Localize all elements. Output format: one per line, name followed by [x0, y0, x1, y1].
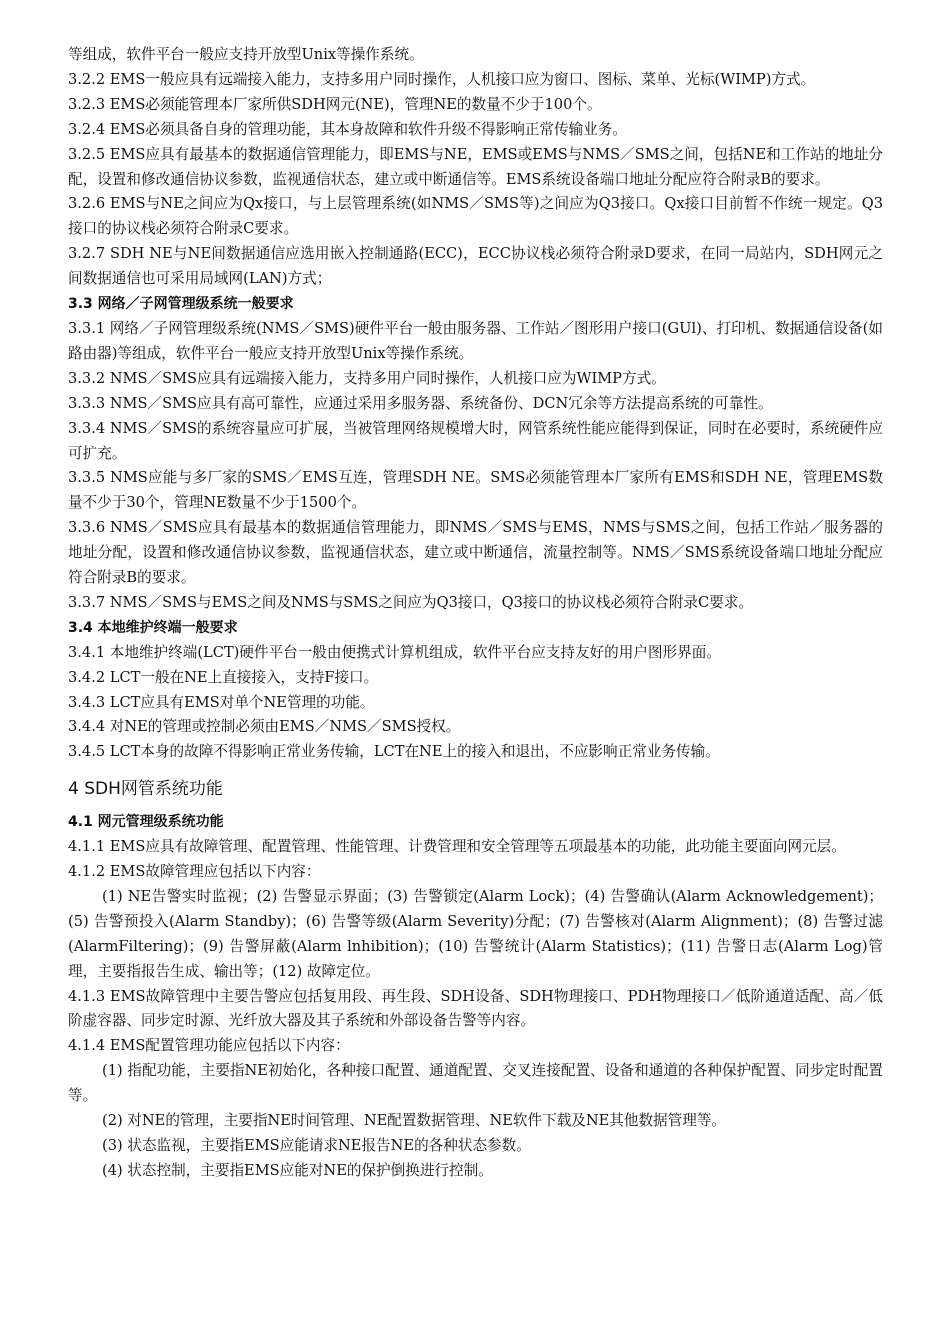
document-page — [68, 43, 883, 1184]
config-item-2: (2) 对NE的管理，主要指NE时间管理、NE配置数据管理、NE软件下载及NE其他数据管理等。 — [102, 1112, 727, 1130]
clause-4-1-1: 4.1.1 EMS应具有故障管理、配置管理、性能管理、计费管理和安全管理等五项最基本的功能，此功能主要面向网元层。 — [68, 838, 846, 856]
clause-4-1-3: 4.1.3 EMS故障管理中主要告警应包括复用段、再生段、SDH设备、SDH物理接口、PDH物理接口／低阶通道适配、高／低阶虚容器、同步定时源、光纤放大器及其子系统和外部设备告警等内容。 — [68, 987, 883, 1030]
paragraph: 等组成，软件平台一般应支持开放型Unix等操作系统。 — [68, 46, 424, 63]
chapter-heading-4: 4 SDH网管系统功能 — [68, 779, 223, 800]
clause-3-2-2: 3.2.2 EMS一般应具有远端接入能力，支持多用户同时操作，人机接口应为窗口、图标、菜单、光标(WIMP)方式。 — [68, 70, 816, 88]
clause-3-2-4: 3.2.4 EMS必须具备自身的管理功能，其本身故障和软件升级不得影响正常传输业务。 — [68, 120, 627, 138]
clause-3-2-3: 3.2.3 EMS必须能管理本厂家所供SDH网元(NE)，管理NE的数量不少于100个。 — [68, 95, 602, 113]
section-heading-4-1: 4.1 网元管理级系统功能 — [68, 814, 224, 831]
clause-3-3-1: 3.3.1 网络／子网管理级系统(NMS／SMS)硬件平台一般由服务器、工作站／图形用户接口(GUl)、打印机、数据通信设备(如路由器)等组成，软件平台一般应支持开放型Unix等操作系统。 — [68, 319, 883, 362]
clause-3-4-3: 3.4.3 LCT应具有EMS对单个NE管理的功能。 — [68, 693, 375, 711]
clause-3-3-3: 3.3.3 NMS／SMS应具有高可靠性，应通过采用多服务器、系统备份、DCN冗余等方法提高系统的可靠性。 — [68, 394, 773, 412]
clause-3-3-6: 3.3.6 NMS／SMS应具有最基本的数据通信管理能力，即NMS／SMS与EMS，NMS与SMS之间，包括工作站／服务器的地址分配，设置和修改通信协议参数，监视通信状态，建立或中断通信，流量控制等。NMS／SMS系统设备端口地址分配应符合附录B的要求。 — [68, 519, 883, 587]
clause-3-4-2: 3.4.2 LCT一般在NE上直接接入，支持F接口。 — [68, 668, 379, 686]
clause-3-3-2: 3.3.2 NMS／SMS应具有远端接入能力，支持多用户同时操作，人机接口应为WIMP方式。 — [68, 369, 666, 387]
clause-3-3-4: 3.3.4 NMS／SMS的系统容量应可扩展，当被管理网络规模增大时，网管系统性能应能得到保证，同时在必要时，系统硬件应可扩充。 — [68, 419, 883, 462]
clause-3-2-5: 3.2.5 EMS应具有最基本的数据通信管理能力，即EMS与NE，EMS或EMS与NMS／SMS之间，包括NE和工作站的地址分配，设置和修改通信协议参数，监视通信状态，建立或中断通信等。EMS系统设备端口地址分配应符合附录B的要求。 — [68, 145, 883, 188]
clause-3-3-7: 3.3.7 NMS／SMS与EMS之间及NMS与SMS之间应为Q3接口，Q3接口的协议栈必须符合附录C要求。 — [68, 593, 753, 611]
fault-management-list: (1) NE告警实时监视；(2) 告警显示界面；(3) 告警锁定(Alarm Lock)；(4) 告警确认(Alarm Acknowledgement)；(5) 告警预投入(Alarm Standby)；(6) 告警等级(Alarm Severity)分配；(7) 告警核对(Alarm Alignment)；(8) 告警过滤(AlarmFiltering)；(9) 告警屏蔽(Alarm lnhibition)；(10) 告警统计(Alarm Statistics)；(11) 告警日志(Alarm Log)管理，主要指报告生成、输出等；(12) 故障定位。 — [68, 887, 883, 980]
clause-3-4-4: 3.4.4 对NE的管理或控制必须由EMS／NMS／SMS授权。 — [68, 718, 461, 736]
config-item-1: (1) 指配功能，主要指NE初始化，各种接口配置、通道配置、交叉连接配置、设备和通道的各种保护配置、同步定时配置等。 — [68, 1062, 883, 1105]
clause-3-2-7: 3.2.7 SDH NE与NE间数据通信应选用嵌入控制通路(ECC)，ECC协议栈必须符合附录D要求，在同一局站内，SDH网元之间数据通信也可采用局域网(LAN)方式； — [68, 245, 883, 288]
config-item-4: (4) 状态控制，主要指EMS应能对NE的保护倒换进行控制。 — [102, 1161, 493, 1179]
clause-3-3-5: 3.3.5 NMS应能与多厂家的SMS／EMS互连，管理SDH NE。SMS必须能管理本厂家所有EMS和SDH NE，管理EMS数量不少于30个，管理NE数量不少于1500个。 — [68, 469, 883, 512]
clause-3-2-6: 3.2.6 EMS与NE之间应为Qx接口，与上层管理系统(如NMS／SMS等)之间应为Q3接口。Qx接口目前暂不作统一规定。Q3接口的协议栈必须符合附录C要求。 — [68, 195, 883, 238]
clause-3-4-5: 3.4.5 LCT本身的故障不得影响正常业务传输，LCT在NE上的接入和退出，不应影响正常业务传输。 — [68, 743, 720, 761]
section-heading-3-3: 3.3 网络／子网管理级系统一般要求 — [68, 296, 294, 313]
clause-4-1-2: 4.1.2 EMS故障管理应包括以下内容： — [68, 863, 321, 880]
section-heading-3-4: 3.4 本地维护终端一般要求 — [68, 619, 238, 636]
clause-4-1-4: 4.1.4 EMS配置管理功能应包括以下内容： — [68, 1037, 350, 1055]
config-item-3: (3) 状态监视，主要指EMS应能请求NE报告NE的各种状态参数。 — [102, 1136, 531, 1154]
clause-3-4-1: 3.4.1 本地维护终端(LCT)硬件平台一般由便携式计算机组成，软件平台应支持友好的用户图形界面。 — [68, 643, 721, 661]
